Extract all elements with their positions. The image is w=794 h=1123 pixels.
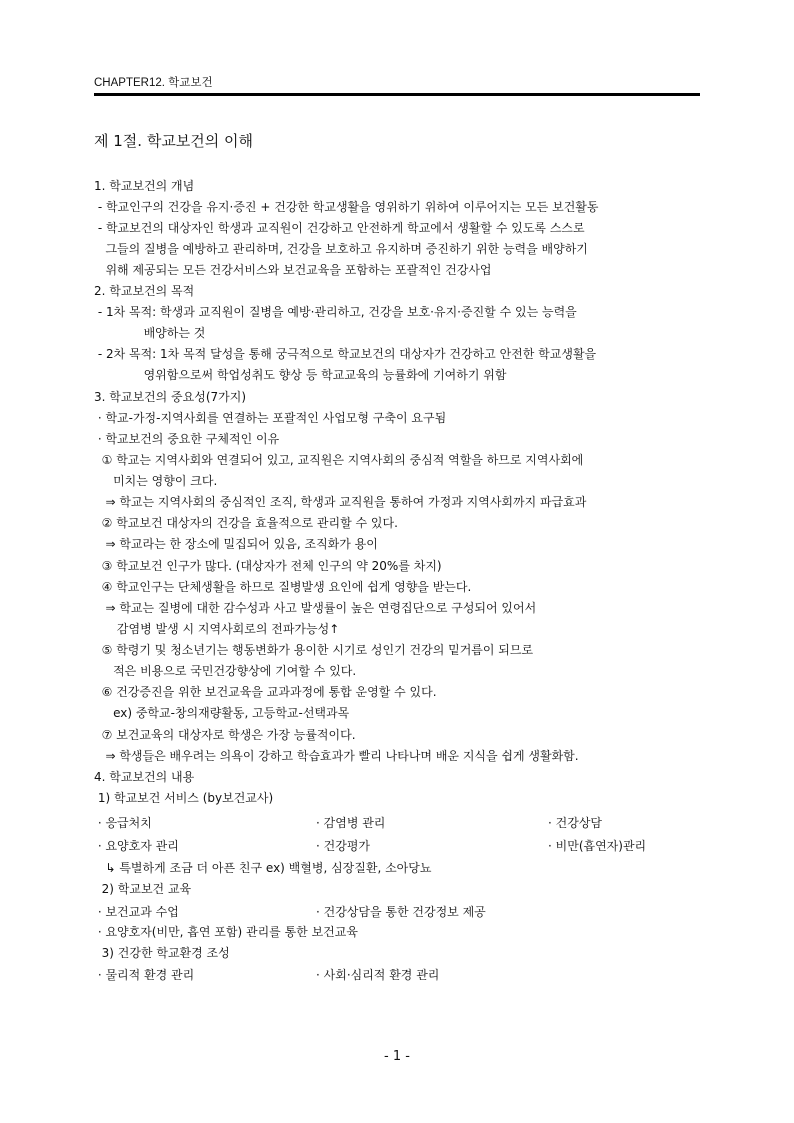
text-line: ② 학교보건 대상자의 건강을 효율적으로 관리할 수 있다. [94, 516, 398, 530]
text-line: 3) 건강한 학교환경 조성 [94, 946, 230, 960]
text-line: ↳ 특별하게 조금 더 아픈 친구 ex) 백혈병, 심장질환, 소아당뇨 [94, 861, 432, 875]
service-item: · 응급처치 [94, 816, 152, 830]
text-line: 배양하는 것 [94, 326, 206, 340]
service-item: · 건강평가 [316, 839, 370, 853]
text-line: ⇒ 학교라는 한 장소에 밀집되어 있음, 조직화가 용이 [94, 537, 378, 551]
chapter-header: CHAPTER12. 학교보건 [94, 77, 213, 89]
service-item: · 비만(흡연자)관리 [548, 839, 647, 853]
text-line: 그들의 질병을 예방하고 관리하며, 건강을 보호하고 유지하며 증진하기 위한 능력을 배양하기 [94, 242, 588, 256]
environment-item: · 사회·심리적 환경 관리 [316, 968, 440, 982]
text-line: 3. 학교보건의 중요성(7가지) [94, 390, 246, 404]
text-line: 적은 비용으로 국민건강향상에 기여할 수 있다. [94, 664, 357, 678]
text-line: · 학교-가정-지역사회를 연결하는 포괄적인 사업모형 구축이 요구됨 [94, 411, 447, 425]
text-line: 영위함으로써 학업성취도 향상 등 학교교육의 능률화에 기여하기 위함 [94, 368, 507, 382]
section-title: 제 1절. 학교보건의 이해 [94, 132, 254, 150]
text-line: ⑤ 학령기 및 청소년기는 행동변화가 용이한 시기로 성인기 건강의 밑거름이 되므로 [94, 643, 534, 657]
service-item: · 감염병 관리 [316, 816, 386, 830]
text-line: ⑦ 보건교육의 대상자로 학생은 가장 능률적이다. [94, 728, 356, 742]
text-line: ③ 학교보건 인구가 많다. (대상자가 전체 인구의 약 20%를 차지) [94, 559, 442, 573]
text-line: ⇒ 학교는 질병에 대한 감수성과 사고 발생률이 높은 연령집단으로 구성되어 있어서 [94, 601, 537, 615]
text-line: 위해 제공되는 모든 건강서비스와 보건교육을 포함하는 포괄적인 건강사업 [94, 263, 492, 277]
text-line: ⇒ 학생들은 배우려는 의욕이 강하고 학습효과가 빨리 나타나며 배운 지식을 쉽게 생활화함. [94, 749, 579, 763]
text-line: ex) 중학교-창의재량활동, 고등학교-선택과목 [94, 706, 350, 720]
text-line: 1. 학교보건의 개념 [94, 179, 195, 193]
service-item: · 건강상담 [548, 816, 602, 830]
text-line: - 1차 목적: 학생과 교직원이 질병을 예방·관리하고, 건강을 보호·유지·증진할 수 있는 능력을 [94, 305, 577, 319]
text-line: - 학교보건의 대상자인 학생과 교직원이 건강하고 안전하게 학교에서 생활할 수 있도록 스스로 [94, 221, 585, 235]
text-line: 4. 학교보건의 내용 [94, 770, 195, 784]
text-line: 2. 학교보건의 목적 [94, 284, 195, 298]
service-item: · 요양호자 관리 [94, 839, 179, 853]
text-line: 감염병 발생 시 지역사회로의 전파가능성↑ [94, 622, 340, 636]
text-line: ④ 학교인구는 단체생활을 하므로 질병발생 요인에 쉽게 영향을 받는다. [94, 580, 472, 594]
text-line: 1) 학교보건 서비스 (by보건교사) [94, 791, 274, 805]
text-line: - 학교인구의 건강을 유지·증진 + 건강한 학교생활을 영위하기 위하여 이루어지는 모든 보건활동 [94, 200, 599, 214]
environment-item: · 물리적 환경 관리 [94, 968, 195, 982]
education-item: · 건강상담을 통한 건강정보 제공 [316, 905, 486, 919]
text-line: 2) 학교보건 교육 [94, 882, 192, 896]
text-line: 미치는 영향이 크다. [94, 474, 218, 488]
text-line: · 요양호자(비만, 흡연 포함) 관리를 통한 보건교육 [94, 925, 358, 939]
text-line: - 2차 목적: 1차 목적 달성을 통해 궁극적으로 학교보건의 대상자가 건강하고 안전한 학교생활을 [94, 347, 597, 361]
education-item: · 보건교과 수업 [94, 905, 179, 919]
text-line: · 학교보건의 중요한 구체적인 이유 [94, 432, 280, 446]
text-line: ① 학교는 지역사회와 연결되어 있고, 교직원은 지역사회의 중심적 역할을 하므로 지역사회에 [94, 453, 584, 467]
text-line: ⇒ 학교는 지역사회의 중심적인 조직, 학생과 교직원을 통하여 가정과 지역사회까지 파급효과 [94, 495, 587, 509]
page-number: - 1 - [384, 1049, 410, 1064]
text-line: ⑥ 건강증진을 위한 보건교육을 교과과정에 통합 운영할 수 있다. [94, 685, 437, 699]
